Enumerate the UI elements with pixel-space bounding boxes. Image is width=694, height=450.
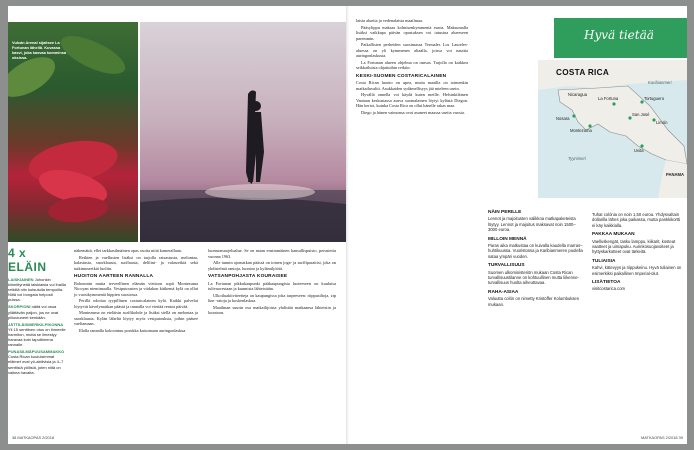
label-tortuguero: Tortuguero [644,96,665,101]
tip-text: Johonkin kiinnittyneitä laiskiaisia voi ihailla retkillä niin kutsutulla tempoilla. Niitä voi bongata helposti puissa. [8,277,66,303]
paragraph: luonnonsuojelualue. Se on maan ensimmäinen kansallispuisto, perustettu vuonna 1963. [208,248,336,259]
label-tyynimeri: Tyynimeri [568,156,586,161]
paragraph: Costa Rican luonto on upea, mutta maailla on toimenkin matkailuvaltti. Asukkaiden sydämellisyys jää mieleen usein. [356,80,468,91]
tip-text: näitä voi osua yllättävän paljon, jos ne ovat piiloutuneet kenkään. [8,304,59,320]
paragraph: Paikallisten perheiden suosimassa Termales Los Laureles-aluessa on yli kymmenen altaalla, joissa voi nauttia auringonlaskusta. [356,42,468,58]
info-heading: NÄIN PERILLE [488,210,522,215]
label-uvita: Uvita [634,148,644,153]
paragraph: Perillä odottaa tyypillinen costaricalainen kylä. Kaikki palvelut löytyvät kävelymatkan päästä ja rannalla voi viettää rentoa päivää. [74,298,198,309]
paragraph: Ulkoiluaktiviteetteja on kaupungissa joka tarpeeseen: riippusiltoja, zip line -ratoja ja koskenlaskua. [208,292,336,303]
paragraph: Diego ja hänen vaimonsa ovat asuneet maassa useita vuosia. [361,109,465,115]
paragraph: laisia alueita ja vedenalaista maailmaa. [356,18,423,23]
paragraph: Pääsylippu maksaa kolmisenkymmentä euroa. Maksumalla lisäksi vaikkapa päivän opastuksen voi tutustua alueeseen paremmin. [356,24,468,41]
info-text: Lennot ja majoitusten valikkoa matkapaketeista löytyy. Lennot ja majoitus maksavat noin 1500–3000 euroa. [488,216,576,233]
plant-photo [8,22,138,242]
info-text: Valuutta colón on nimetty Kristoffer Kolumbuksen mukaan. [488,296,580,307]
subheading: VATSANPOHJASTA KOURAISEE [208,274,288,279]
tip-title: PUNASILMÄPUUSAMMAKKO [8,349,65,355]
info-heading: MILLOIN MENNÄ [488,236,527,242]
label-montezuma: Montezuma [570,128,592,133]
folio-right: MATKAOPAS 2/2018 39 [640,435,683,440]
info-heading: LISÄTIETOA [592,280,621,286]
paragraph: La Fortunan pikkukaupunki pääkaupungista luoteeseen on kuuluisa tulivuorestaan ja kuumista lähteistään. [208,280,336,291]
paragraph: Montezuma on eteläisin surffikohde ja lisäksi siellä on melontaa ja snorklausta. Kylän läheltä löytyy myös vesiputouksia, joihin pääsee vaeltamaan. [74,310,198,326]
label-san-jose: San José [632,112,650,117]
info-text: Vaelluskengät, tasku lamppu, kiikarit, kosteat vaatteet ja uimapuku. Aurinkosuojavoiteet ja hyttyskarkotteet ovat tärkeitä. [592,238,676,255]
tips-number: 4 [8,246,16,260]
map-title: COSTA RICA [556,68,610,77]
costa-rica-map [538,60,687,198]
tip-title: SKORPIONI [8,304,31,310]
label-panama: PANAMA [666,172,685,177]
article-column-3 [356,18,468,116]
info-text: Suomen ulkoministeriön mukaan Costa Rican turvallisuustilanne on kohtuullinen mutta liikenne- turvallisuus huolta aiheuttavaa. [488,269,580,286]
info-text: Tuhat colónia on noin 1,50 euroa. Yhdysvaltain dollarilla lähes joka paikassa, mutta pankkikortti ei käy kaikkialla. [592,212,681,228]
paragraph: Maailman suurin osa matkailijoista yhdistää matkaansa lähteisiin ja luontoon. [208,304,336,315]
info-column-2 [592,212,684,293]
paragraph: La Fortunan alueen ohjelma on runsas. Tarjolla on kaikkea seikkailuista ohjattuihin retkiin. [356,59,468,70]
gutter [346,6,349,444]
subheading: KESKI-SUOMEN COSTARICALAINEN [356,73,447,79]
magazine-spread [8,6,687,444]
info-heading: PAKKAA MUKAAN [592,232,635,238]
info-column-1 [488,206,584,308]
marker-la-fortuna [612,102,615,105]
surfer-photo [140,22,346,242]
info-heading: TURVALLISUUS [488,263,525,269]
label-nosara: Nosara [556,116,570,121]
label-la-fortuna: La Fortuna [598,96,619,101]
paragraph: Hyvällä onnella voi käydä kuten meille. Helsinkiläinen Vantaan keskustassa asuva suomalainen löytyi kylästä Diegon. Hän kertoi, kuinka Costa Rica on ollut hänelle rakas maa. [356,92,468,108]
tip-title: LAISKIAINEN [8,277,34,282]
article-column-1 [74,248,198,334]
paragraph: Illalla rannalla kokoontuu porukka katsomaan auringonlaskua. [79,327,187,333]
tip-text: Costa Rican kuuluisimmat eläimet ovat yö-aktiivisia ja 4–7 senttisiä yöllisiä, joten niitä on vaikea havaita. [8,354,64,375]
hyva-tietaa-banner [554,18,687,58]
paragraph: Retkien ja vaellusten lisäksi on tarjolla ratsastusta, melontaa, kalastusta, snorklausta, surffausta, delfiini- ja valasretkiä sekä tutkimusretkiä luoliin. [74,254,198,271]
marker-nosara [572,114,575,117]
info-text: Paras aika matkustaa on kuivalla kaudella marras–huhtikuussa. Vuoristossa ja Karibianmeren puolella sataa ympäri vuoden. [488,243,583,259]
animal-tips [8,246,66,377]
tip-title: JÄTTILÄISMERIKILPIKONNA [8,321,64,327]
folio-left: 38 MATKAOPAS 2/2018 [12,435,55,440]
info-text: Kahvi, kätevyys ja riippukeinu. Hyvä tuliainen on esimerkiksi paikallinen Imperial-olut. [592,265,682,276]
info-heading: RAHA-ASIAA [488,289,519,295]
info-text: visitcostarica.com [592,286,626,292]
surfer-silhouette [140,22,346,242]
label-nicaragua: Nicaragua [568,92,588,97]
paragraph: Bohonmin mutta terveellinen elämän viettoon sopii Montezuma Nicoyan niemimaalla. Vesiputousten ja viidakon kätkemä kylä on ollut jo vuosikymmeniä hippien suosiossa. [74,280,198,297]
label-limon: Limón [656,120,668,125]
tip-text: Yli 15 senttinen otus on ihmeelle harmiton, mutta se ilmestyy haravaa kuin taputtimena rannalle. [8,326,66,348]
plant-caption: Vulcán Arenal sijaitsee La Fortunan lähellä. Kuvassa kasvi, joka kasvaa kumminsa oksissa. [12,40,67,60]
label-karibianmeri: Karibianmeri [648,80,672,85]
info-heading: TULIAISIA [592,258,616,264]
article-column-2 [208,248,336,317]
paragraph: näkemättä, ellei tarkkasilmäinen opas osoita niitä kamerallaan. [74,248,182,253]
subheading: HUOITON AARTEEN RANNALLA [74,274,154,279]
banner-title: Hyvä tietää [584,28,654,42]
paragraph: Alle tunnin ajomatkan päässä on toinen joga- ja surffiparatiisi, joka on yhdistelmä rantoja, luontoa ja kylämiljöötä. [208,260,336,271]
tips-heading: x ELÄIN [8,246,47,274]
